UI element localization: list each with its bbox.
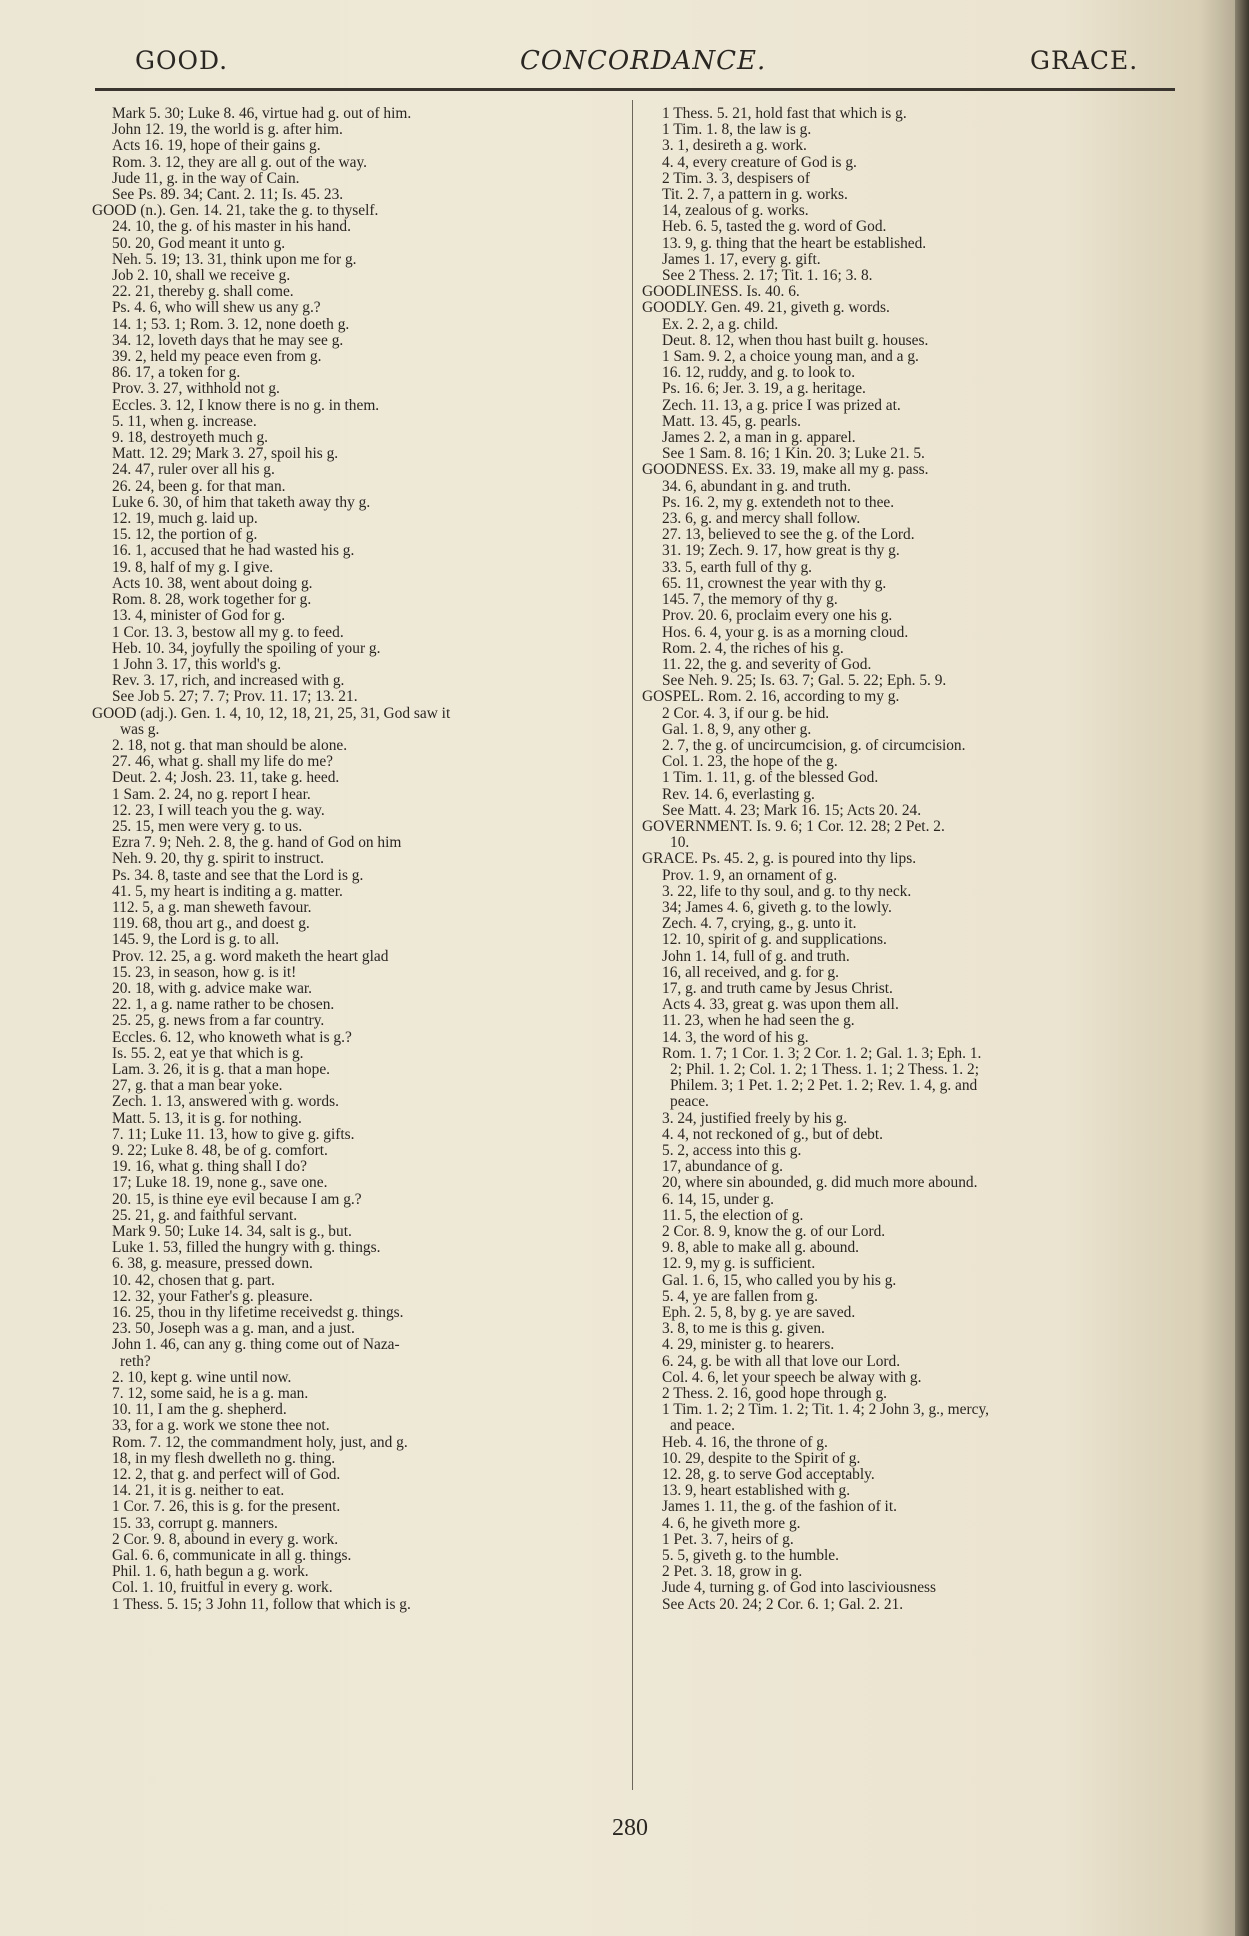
concordance-line: Rom. 7. 12, the commandment holy, just, and g. [112,1434,408,1451]
concordance-line: 25. 21, g. and faithful servant. [112,1207,298,1224]
concordance-line: 10. 11, I am the g. shepherd. [112,1402,287,1419]
concordance-line: 2 Cor. 4. 3, if our g. be hid. [662,705,830,722]
concordance-line: 4. 4, not reckoned of g., but of debt. [662,1126,883,1143]
header-right-guideword: GRACE. [1030,46,1139,75]
concordance-line: Prov. 3. 27, withhold not g. [112,381,280,398]
concordance-line: 5. 5, giveth g. to the humble. [662,1548,839,1565]
concordance-line: See Ps. 89. 34; Cant. 2. 11; Is. 45. 23. [112,187,344,204]
concordance-line: 16, all received, and g. for g. [662,964,839,981]
concordance-line: John 1. 46, can any g. thing come out of Naza- [112,1337,400,1354]
concordance-line: Jude 11, g. in the way of Cain. [112,170,300,187]
concordance-line: 25. 15, men were very g. to us. [112,818,303,835]
concordance-line: 3. 24, justified freely by his g. [662,1110,848,1127]
concordance-headword-entry: GOODNESS. Ex. 33. 19, make all my g. pass. [642,462,929,479]
concordance-line: Col. 1. 10, fruitful in every g. work. [112,1580,333,1597]
concordance-line: 17, g. and truth came by Jesus Christ. [662,980,893,997]
left-column [92,106,632,1613]
concordance-line: 9. 18, destroyeth much g. [112,430,269,447]
concordance-line: 2. 10, kept g. wine until now. [112,1369,292,1386]
concordance-line: 1 Cor. 13. 3, bestow all my g. to feed. [112,624,344,641]
concordance-line: peace. [670,1094,709,1111]
concordance-line: 12. 2, that g. and perfect will of God. [112,1467,341,1484]
concordance-line: 39. 2, held my peace even from g. [112,349,322,366]
concordance-line: Is. 55. 2, eat ye that which is g. [112,1045,304,1062]
concordance-line: 10. 29, despite to the Spirit of g. [662,1450,861,1467]
concordance-line: Matt. 13. 45, g. pearls. [662,413,801,430]
concordance-line: 6. 24, g. be with all that love our Lord. [662,1353,901,1370]
concordance-line: 16. 1, accused that he had wasted his g. [112,543,355,560]
concordance-line: 16. 12, ruddy, and g. to look to. [662,365,856,382]
concordance-line: Zech. 1. 13, answered with g. words. [112,1094,339,1111]
concordance-line: 22. 21, thereby g. shall come. [112,284,294,301]
concordance-line: Ps. 34. 8, taste and see that the Lord is g. [112,867,364,884]
concordance-line: 86. 17, a token for g. [112,365,241,382]
concordance-line: James 2. 2, a man in g. apparel. [662,430,856,447]
concordance-line: 20. 18, with g. advice make war. [112,980,313,997]
concordance-line: Ezra 7. 9; Neh. 2. 8, the g. hand of God on him [112,835,402,852]
concordance-line: 1 Sam. 2. 24, no g. report I hear. [112,786,311,803]
concordance-line: 12. 19, much g. laid up. [112,511,258,528]
concordance-headword-entry: GOOD (adj.). Gen. 1. 4, 10, 12, 18, 21, 25, 31, God saw it [92,705,451,722]
concordance-line: Matt. 5. 13, it is g. for nothing. [112,1110,302,1127]
concordance-line: 4. 4, every creature of God is g. [662,154,857,171]
concordance-line: 26. 24, been g. for that man. [112,478,286,495]
concordance-line: 2. 18, not g. that man should be alone. [112,737,348,754]
concordance-line: 15. 23, in season, how g. is it! [112,964,297,981]
concordance-line: 13. 4, minister of God for g. [112,608,286,625]
concordance-line: Zech. 4. 7, crying, g., g. unto it. [662,916,857,933]
concordance-line: 19. 16, what g. thing shall I do? [112,1159,307,1176]
concordance-line: Rev. 3. 17, rich, and increased with g. [112,673,345,690]
concordance-line: 3. 1, desireth a g. work. [662,138,807,155]
concordance-line: Gal. 1. 8, 9, any other g. [662,721,812,738]
concordance-line: See Neh. 9. 25; Is. 63. 7; Gal. 5. 22; Eph. 5. 9. [662,673,947,690]
concordance-line: Ps. 16. 6; Jer. 3. 19, a g. heritage. [662,381,866,398]
concordance-line: 27, g. that a man bear yoke. [112,1078,283,1095]
concordance-line: 112. 5, a g. man sheweth favour. [112,899,312,916]
concordance-line: Eccles. 6. 12, who knoweth what is g.? [112,1029,352,1046]
concordance-headword-entry: GOOD (n.). Gen. 14. 21, take the g. to thyself. [92,203,379,220]
concordance-line: 34. 6, abundant in g. and truth. [662,478,851,495]
concordance-line: 27. 13, believed to see the g. of the Lord. [662,527,915,544]
right-column [642,106,1187,1613]
concordance-line: See 2 Thess. 2. 17; Tit. 1. 16; 3. 8. [662,268,873,285]
concordance-line: 20, where sin abounded, g. did much more abound. [662,1175,978,1192]
concordance-line: 34. 12, loveth days that he may see g. [112,332,344,349]
concordance-line: 24. 10, the g. of his master in his hand. [112,219,351,236]
concordance-line: Philem. 3; 1 Pet. 1. 2; 2 Pet. 1. 2; Rev. 1. 4, g. and [670,1078,978,1095]
concordance-line: 1 Pet. 3. 7, heirs of g. [662,1531,794,1548]
concordance-line: 1 John 3. 17, this world's g. [112,656,282,673]
concordance-line: 7. 12, some said, he is a g. man. [112,1386,309,1403]
concordance-line: 6. 14, 15, under g. [662,1191,774,1208]
concordance-line: Neh. 9. 20, thy g. spirit to instruct. [112,851,325,868]
concordance-line: Matt. 12. 29; Mark 3. 27, spoil his g. [112,446,339,463]
concordance-line: 11. 22, the g. and severity of God. [662,656,872,673]
concordance-line: 17; Luke 18. 19, none g., save one. [112,1175,328,1192]
concordance-line: 14, zealous of g. works. [662,203,809,220]
concordance-line: 2. 7, the g. of uncircumcision, g. of circumcision. [662,737,966,754]
concordance-line: 15. 12, the portion of g. [112,527,258,544]
concordance-line: 6. 38, g. measure, pressed down. [112,1256,313,1273]
concordance-line: 41. 5, my heart is inditing a g. matter. [112,883,343,900]
concordance-line: Col. 1. 23, the hope of the g. [662,754,838,771]
concordance-line: 11. 23, when he had seen the g. [662,1013,855,1030]
concordance-line: 22. 1, a g. name rather to be chosen. [112,997,335,1014]
concordance-line: 2; Phil. 1. 2; Col. 1. 2; 1 Thess. 1. 1; 2 Thess. 1. 2; [670,1061,979,1078]
concordance-line: Mark 5. 30; Luke 8. 46, virtue had g. out of him. [112,106,412,122]
concordance-line: 11. 5, the election of g. [662,1207,804,1224]
concordance-line: 23. 50, Joseph was a g. man, and a just. [112,1321,355,1338]
concordance-line: 5. 4, ye are fallen from g. [662,1288,818,1305]
concordance-line: John 1. 14, full of g. and truth. [662,948,850,965]
concordance-line: Heb. 4. 16, the throne of g. [662,1434,828,1451]
concordance-line: Gal. 6. 6, communicate in all g. things. [112,1548,352,1565]
concordance-line: Prov. 1. 9, an ornament of g. [662,867,838,884]
concordance-line: 13. 9, heart established with g. [662,1483,851,1500]
concordance-line: Heb. 6. 5, tasted the g. word of God. [662,219,887,236]
concordance-line: 14. 21, it is g. neither to eat. [112,1483,285,1500]
concordance-line: 9. 22; Luke 8. 48, be of g. comfort. [112,1143,328,1159]
concordance-line: Zech. 11. 13, a g. price I was prized at. [662,397,901,414]
concordance-line: Rom. 3. 12, they are all g. out of the way. [112,154,368,171]
concordance-line: 1 Tim. 1. 11, g. of the blessed God. [662,770,879,787]
concordance-line: 1 Cor. 7. 26, this is g. for the present. [112,1499,341,1516]
concordance-line: Phil. 1. 6, hath begun a g. work. [112,1564,309,1581]
concordance-line: Rom. 8. 28, work together for g. [112,592,312,609]
concordance-line: Tit. 2. 7, a pattern in g. works. [662,187,848,204]
concordance-line: Hos. 6. 4, your g. is as a morning cloud. [662,624,909,641]
concordance-line: 2 Cor. 9. 8, abound in every g. work. [112,1531,339,1548]
concordance-line: 1 Sam. 9. 2, a choice young man, and a g. [662,349,919,366]
concordance-line: 10. 42, chosen that g. part. [112,1272,275,1289]
concordance-line: Acts 4. 33, great g. was upon them all. [662,997,899,1014]
concordance-line: Ex. 2. 2, a g. child. [662,316,779,333]
concordance-line: was g. [120,721,160,738]
concordance-line: 3. 22, life to thy soul, and g. to thy neck. [662,883,912,900]
concordance-line: Neh. 5. 19; 13. 31, think upon me for g. [112,251,357,268]
concordance-line: Prov. 20. 6, proclaim every one his g. [662,608,893,625]
concordance-line: Rev. 14. 6, everlasting g. [662,786,815,803]
concordance-line: 1 Tim. 1. 2; 2 Tim. 1. 2; Tit. 1. 4; 2 John 3, g., mercy, [662,1402,989,1419]
concordance-line: 119. 68, thou art g., and doest g. [112,916,310,933]
concordance-line: Lam. 3. 26, it is g. that a man hope. [112,1061,330,1078]
concordance-line: Rom. 1. 7; 1 Cor. 1. 3; 2 Cor. 1. 2; Gal. 1. 3; Eph. 1. [662,1045,982,1062]
concordance-line: John 12. 19, the world is g. after him. [112,122,343,139]
concordance-line: 5. 2, access into this g. [662,1143,802,1159]
book-spine-edge [1235,0,1249,1936]
concordance-line: 16. 25, thou in thy lifetime receivedst g. things. [112,1305,404,1322]
concordance-line: 14. 1; 53. 1; Rom. 3. 12, none doeth g. [112,316,350,333]
concordance-line: Deut. 8. 12, when thou hast built g. houses. [662,332,929,349]
concordance-line: 7. 11; Luke 11. 13, how to give g. gifts. [112,1126,355,1143]
concordance-line: 12. 9, my g. is sufficient. [662,1256,816,1273]
concordance-line: 24. 47, ruler over all his g. [112,462,275,479]
concordance-line: 2 Tim. 3. 3, despisers of [662,170,810,187]
running-header [0,46,1200,86]
concordance-line: 2 Cor. 8. 9, know the g. of our Lord. [662,1224,886,1241]
header-title: CONCORDANCE. [520,46,767,76]
concordance-line: 15. 33, corrupt g. manners. [112,1515,278,1532]
concordance-line: 25. 25, g. news from a far country. [112,1013,325,1030]
concordance-line: Acts 10. 38, went about doing g. [112,575,313,592]
concordance-line: 10. [670,835,690,852]
concordance-line: Heb. 10. 34, joyfully the spoiling of your g. [112,640,381,657]
concordance-line: James 1. 17, every g. gift. [662,251,821,268]
concordance-line: 20. 15, is thine eye evil because I am g.? [112,1191,362,1208]
concordance-line: 1 Thess. 5. 15; 3 John 11, follow that which is g. [112,1596,411,1613]
concordance-line: Rom. 2. 4, the riches of his g. [662,640,844,657]
concordance-line: 4. 6, he giveth more g. [662,1515,801,1532]
concordance-line: reth? [120,1353,151,1370]
concordance-line: 9. 8, able to make all g. abound. [662,1240,860,1257]
concordance-line: 12. 28, g. to serve God acceptably. [662,1467,875,1484]
concordance-line: James 1. 11, the g. of the fashion of it. [662,1499,897,1516]
column-divider [632,100,633,1790]
concordance-line: Luke 6. 30, of him that taketh away thy g. [112,494,371,511]
concordance-line: Eph. 2. 5, 8, by g. ye are saved. [662,1305,856,1322]
concordance-headword-entry: GRACE. Ps. 45. 2, g. is poured into thy lips. [642,851,917,868]
concordance-line: Gal. 1. 6, 15, who called you by his g. [662,1272,897,1289]
concordance-headword-entry: GOODLY. Gen. 49. 21, giveth g. words. [642,300,890,317]
concordance-line: and peace. [670,1418,735,1435]
concordance-line: Ps. 4. 6, who will shew us any g.? [112,300,321,317]
concordance-line: See Job 5. 27; 7. 7; Prov. 11. 17; 13. 21. [112,689,358,706]
concordance-line: 14. 3, the word of his g. [662,1029,809,1046]
concordance-line: Job 2. 10, shall we receive g. [112,268,291,285]
concordance-headword-entry: GOSPEL. Rom. 2. 16, according to my g. [642,689,900,706]
concordance-line: Eccles. 3. 12, I know there is no g. in them. [112,397,380,414]
concordance-line: 23. 6, g. and mercy shall follow. [662,511,861,528]
concordance-line: 1 Thess. 5. 21, hold fast that which is g. [662,106,907,122]
concordance-line: 65. 11, crownest the year with thy g. [662,575,887,592]
concordance-line: 145. 9, the Lord is g. to all. [112,932,280,949]
concordance-line: 33, for a g. work we stone thee not. [112,1418,330,1435]
concordance-line: Luke 1. 53, filled the hungry with g. things. [112,1240,381,1257]
concordance-headword-entry: GOODLINESS. Is. 40. 6. [642,284,800,301]
concordance-line: Col. 4. 6, let your speech be alway with g. [662,1369,922,1386]
concordance-line: 34; James 4. 6, giveth g. to the lowly. [662,899,892,916]
concordance-line: 12. 10, spirit of g. and supplications. [662,932,887,949]
concordance-line: 3. 8, to me is this g. given. [662,1321,825,1338]
concordance-line: Prov. 12. 25, a g. word maketh the heart glad [112,948,389,965]
concordance-line: See Acts 20. 24; 2 Cor. 6. 1; Gal. 2. 21. [662,1596,904,1613]
concordance-line: 4. 29, minister g. to hearers. [662,1337,835,1354]
concordance-line: See 1 Sam. 8. 16; 1 Kin. 20. 3; Luke 21. 5. [662,446,925,463]
concordance-line: 18, in my flesh dwelleth no g. thing. [112,1450,336,1467]
concordance-line: 2 Pet. 3. 18, grow in g. [662,1564,803,1581]
concordance-line: Acts 16. 19, hope of their gains g. [112,138,321,155]
concordance-line: Ps. 16. 2, my g. extendeth not to thee. [662,494,895,511]
concordance-line: 50. 20, God meant it unto g. [112,235,286,252]
concordance-line: Jude 4, turning g. of God into lasciviousness [662,1580,937,1597]
concordance-line: 12. 32, your Father's g. pleasure. [112,1288,313,1305]
concordance-line: 145. 7, the memory of thy g. [662,592,838,609]
concordance-line: 31. 19; Zech. 9. 17, how great is thy g. [662,543,900,560]
concordance-line: 1 Tim. 1. 8, the law is g. [662,122,812,139]
concordance-line: 17, abundance of g. [662,1159,783,1176]
concordance-line: 33. 5, earth full of thy g. [662,559,813,576]
page-number: 280 [612,1815,648,1841]
concordance-line: Deut. 2. 4; Josh. 23. 11, take g. heed. [112,770,340,787]
concordance-line: See Matt. 4. 23; Mark 16. 15; Acts 20. 24. [662,802,922,819]
concordance-line: 19. 8, half of my g. I give. [112,559,274,576]
header-left-guideword: GOOD. [135,46,229,75]
header-rule [95,88,1175,91]
concordance-line: 27. 46, what g. shall my life do me? [112,754,333,771]
concordance-line: 12. 23, I will teach you the g. way. [112,802,325,819]
concordance-line: 2 Thess. 2. 16, good hope through g. [662,1386,888,1403]
concordance-headword-entry: GOVERNMENT. Is. 9. 6; 1 Cor. 12. 28; 2 Pet. 2. [642,818,945,835]
concordance-line: 13. 9, g. thing that the heart be established. [662,235,927,252]
concordance-line: Mark 9. 50; Luke 14. 34, salt is g., but. [112,1224,352,1241]
concordance-line: 5. 11, when g. increase. [112,413,257,430]
